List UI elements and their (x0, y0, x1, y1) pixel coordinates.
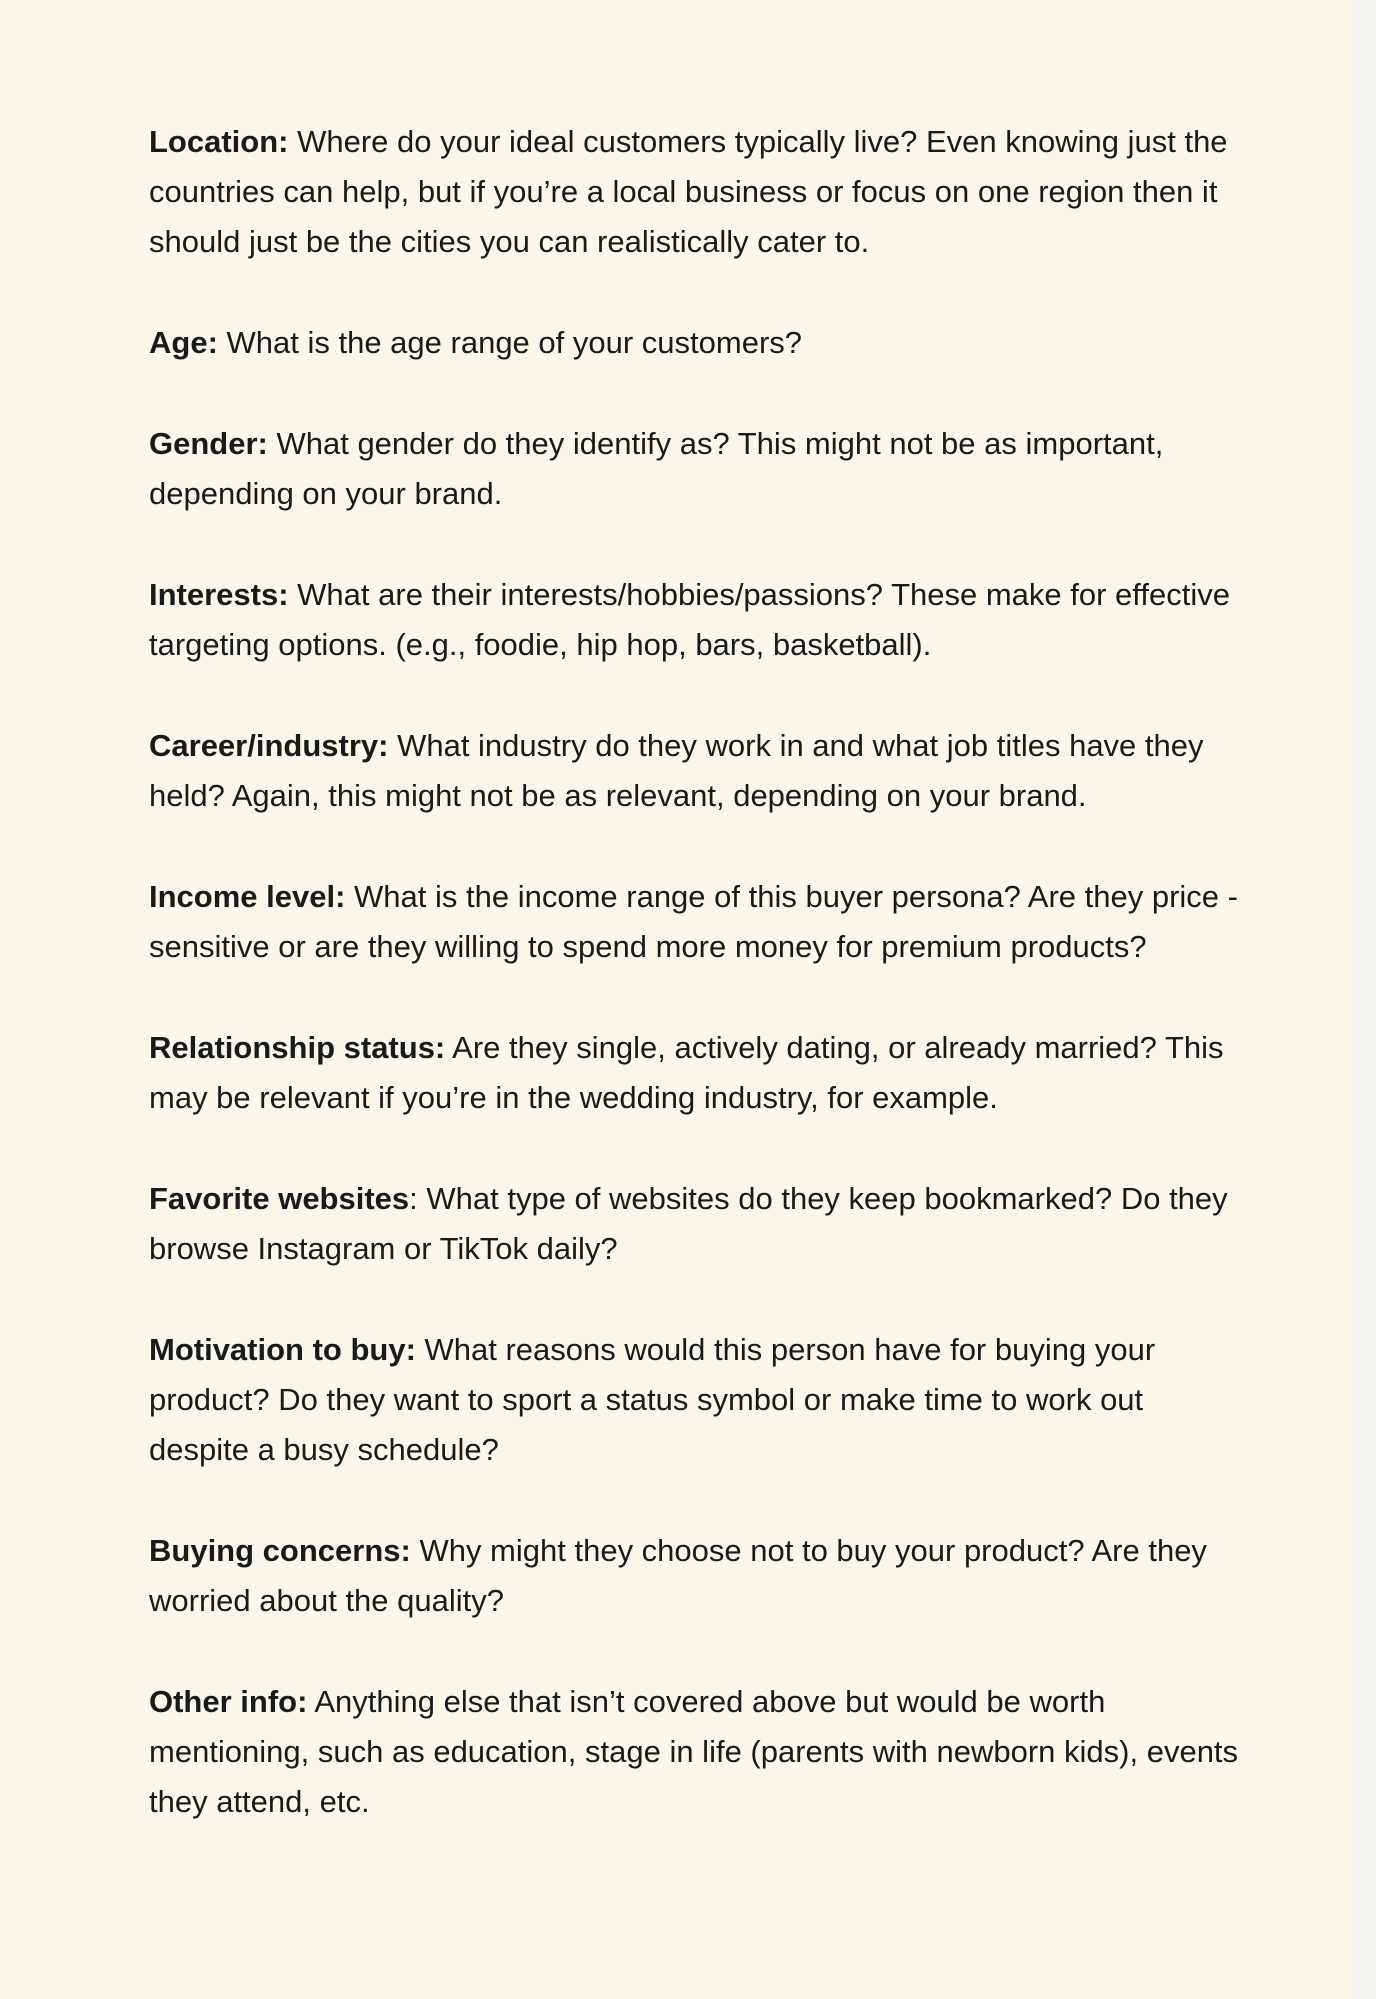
page-edge (1354, 0, 1376, 1999)
item-term: Career/industry: (149, 728, 389, 763)
item-income-level (149, 872, 1239, 972)
item-term: Location: (149, 124, 289, 159)
item-text: Why might they choose not to buy your product? Are they worried about the quality? (149, 1533, 1207, 1618)
item-favorite-websites (149, 1174, 1239, 1274)
item-text: What gender do they identify as? This might not be as important, depending on your brand. (149, 426, 1164, 511)
item-text: : What type of websites do they keep bookmarked? Do they browse Instagram or TikTok daily? (149, 1181, 1228, 1266)
item-age (149, 318, 1239, 368)
item-other-info (149, 1677, 1239, 1827)
item-text: What reasons would this person have for buying your product? Do they want to sport a status symbol or make time to work out despite a busy schedule? (149, 1332, 1156, 1467)
item-buying-concerns (149, 1526, 1239, 1626)
item-text: Where do your ideal customers typically live? Even knowing just the countries can help, but if you’re a local business or focus on one region then it should just be the cities you can realistically cater to. (149, 124, 1228, 259)
item-term: Age: (149, 325, 218, 360)
item-gender (149, 419, 1239, 519)
item-term: Income level: (149, 879, 346, 914)
item-career-industry (149, 721, 1239, 821)
item-location (149, 117, 1239, 267)
item-text: What is the age range of your customers? (217, 325, 803, 360)
item-text: What are their interests/hobbies/passions? These make for effective targeting options. (e.g., foodie, hip hop, bars, basketball). (149, 577, 1230, 662)
item-term: Gender: (149, 426, 268, 461)
item-text: Anything else that isn’t covered above but would be worth mentioning, such as education, stage in life (parents with newborn kids), events they attend, etc. (149, 1684, 1239, 1819)
item-term: Motivation to buy: (149, 1332, 416, 1367)
item-motivation-to-buy (149, 1325, 1239, 1475)
item-term: Buying concerns: (149, 1533, 411, 1568)
persona-attribute-list (149, 117, 1239, 1878)
item-term: Other info: (149, 1684, 308, 1719)
item-relationship-status (149, 1023, 1239, 1123)
item-term: Relationship status: (149, 1030, 446, 1065)
item-text: Are they single, actively dating, or already married? This may be relevant if you’re in the wedding industry, for example. (149, 1030, 1224, 1115)
item-text: What is the income range of this buyer persona? Are they price -sensitive or are they willing to spend more money for premium products? (149, 879, 1238, 964)
item-term: Favorite websites (149, 1181, 410, 1216)
item-interests (149, 570, 1239, 670)
item-term: Interests: (149, 577, 289, 612)
item-text: What industry do they work in and what job titles have they held? Again, this might not be as relevant, depending on your brand. (149, 728, 1204, 813)
